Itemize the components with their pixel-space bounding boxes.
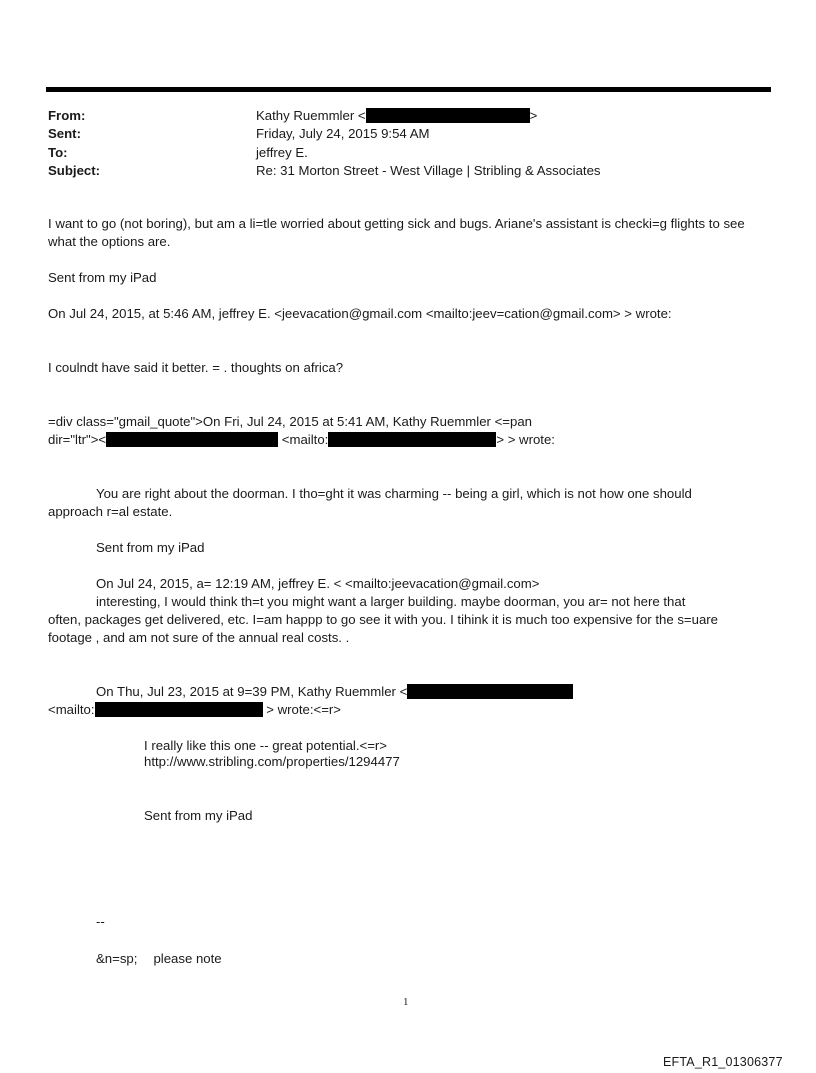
subject-value: Re: 31 Morton Street - West Village | Stribling & Associates <box>256 163 601 178</box>
signature: Sent from my iPad <box>48 270 157 285</box>
quote-header-line <box>48 701 341 719</box>
redaction-block <box>407 684 573 699</box>
signature-separator: -- <box>96 914 105 929</box>
body-line: approach r=al estate. <box>48 504 173 519</box>
quote-text: > > wrote: <box>496 432 555 447</box>
quote-header-line <box>96 683 573 701</box>
entity-text: &n=sp; <box>96 951 138 966</box>
body-line: You are right about the doorman. I tho=ght it was charming -- being a girl, which is not how one should <box>96 486 692 501</box>
note-text: please note <box>153 951 222 966</box>
body-line <box>96 950 222 968</box>
redaction-block <box>366 108 530 123</box>
redaction-block <box>328 432 496 447</box>
redaction-block <box>95 702 263 717</box>
quote-text: dir="ltr">< <box>48 432 107 447</box>
page-number: 1 <box>403 996 409 1008</box>
from-name: Kathy Ruemmler < <box>256 108 366 123</box>
quote-header: On Jul 24, 2015, a= 12:19 AM, jeffrey E. < <mailto:jeevacation@gmail.com> <box>96 576 540 591</box>
body-line: interesting, I would think th=t you might want a larger building. maybe doorman, you ar= not here that <box>96 594 686 609</box>
quote-text: <mailto: <box>278 432 329 447</box>
from-close: > <box>529 108 538 123</box>
redaction-block <box>106 432 278 447</box>
quote-text: > wrote:<=r> <box>262 702 341 717</box>
to-value: jeffrey E. <box>256 145 308 160</box>
document-id: EFTA_R1_01306377 <box>663 1055 783 1069</box>
url-text: http://www.stribling.com/properties/1294477 <box>144 754 400 769</box>
body-line: often, packages get delivered, etc. I=am happp to go see it with you. I tihink it is much too expensive for the s=uare <box>48 612 719 627</box>
body-line: footage , and am not sure of the annual real costs. . <box>48 630 350 645</box>
header-rule <box>46 87 771 92</box>
from-value <box>256 107 537 125</box>
signature: Sent from my iPad <box>144 808 253 823</box>
signature: Sent from my iPad <box>96 540 205 555</box>
from-label: From: <box>48 108 86 123</box>
quote-header: =div class="gmail_quote">On Fri, Jul 24, 2015 at 5:41 AM, Kathy Ruemmler <=pan <box>48 414 533 429</box>
quote-text: <mailto: <box>48 702 95 717</box>
sent-label: Sent: <box>48 126 81 141</box>
quote-header: On Jul 24, 2015, at 5:46 AM, jeffrey E. <jeevacation@gmail.com <mailto:jeev=cation@gmail.com> > wrote: <box>48 306 672 321</box>
body-line: what the options are. <box>48 234 171 249</box>
body-line: I really like this one -- great potential.<=r> <box>144 738 387 753</box>
quote-text: On Thu, Jul 23, 2015 at 9=39 PM, Kathy Ruemmler < <box>96 684 408 699</box>
subject-label: Subject: <box>48 163 101 178</box>
quote-header-line <box>48 431 555 449</box>
to-label: To: <box>48 145 68 160</box>
body-line: I coulndt have said it better. = . thoughts on africa? <box>48 360 344 375</box>
sent-value: Friday, July 24, 2015 9:54 AM <box>256 126 430 141</box>
body-line: I want to go (not boring), but am a li=tle worried about getting sick and bugs. Ariane's assistant is checki=g flights to see <box>48 216 745 231</box>
